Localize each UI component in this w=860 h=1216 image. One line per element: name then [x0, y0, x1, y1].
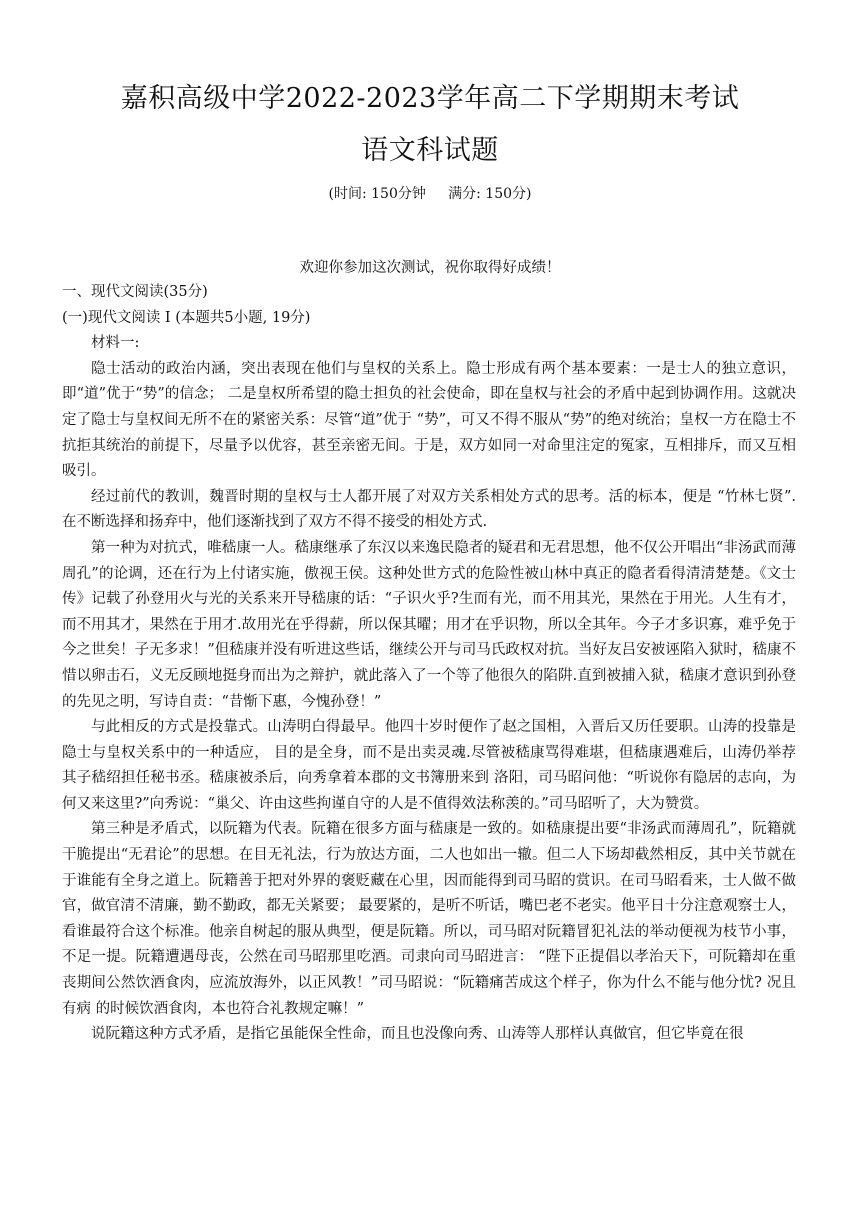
paragraph: 与此相反的方式是投靠式。山涛明白得最早。他四十岁时便作了赵之国相，入晋后又历任要职。山涛的投靠是隐士与皇权关系中的一种适应， 目的是全身，而不是出卖灵魂.尽管被嵇康骂得难堪，但嵇康遇难后，山涛仍举荐其子嵇绍担任秘书丞。嵇康被杀后，向秀拿着本郡的文书簿册来到 洛阳，司马昭问他：“听说你有隐居的志向，为何又来这里?”向秀说：“巢父、许由这些拘谨自守的人是不值得效法称羡的。”司马昭听了，大为赞赏。: [62, 719, 796, 812]
paragraph: 隐士活动的政治内涵，突出表现在他们与皇权的关系上。隐士形成有两个基本要素：一是士人的独立意识，即“道”优于“势”的信念； 二是皇权所希望的隐士担负的社会使命，即在皇权与社会的矛盾中起到协调作用。这就决定了隐士与皇权间无所不在的紧密关系：尽管“道”优于 “势”，可又不得不服从“势”的绝对统治；皇权一方在隐士不抗拒其统治的前提下，尽量予以优容，甚至亲密无间。于是，双方如同一对命里注定的冤家，互相排斥，而又互相吸引。: [62, 360, 796, 480]
exam-meta: (时间: 150分钟 满分: 150分): [328, 186, 532, 202]
paragraph: 第一种为对抗式，唯嵇康一人。嵇康继承了东汉以来逸民隐者的疑君和无君思想，他不仅公开唱出“非汤武而薄周孔”的论调，还在行为上付诸实施，傲视王侯。这种处世方式的危险性被山林中真正的隐者看得清清楚楚。《文士传》记载了孙登用火与光的关系来开导嵇康的话：“子识火乎?生而有光，而不用其光，果然在于用光。人生有才，而不用其才，果然在于用才.故用光在乎得薪，所以保其曜；用才在乎识物，所以全其年。今子才多识寡，难乎免于今之世矣！子无多求！”但嵇康并没有听进这些话，继续公开与司马氏政权对抗。当好友吕安被诬陷入狱时，嵇康不惜以卵击石，义无反顾地挺身而出为之辩护，就此落入了一个等了他很久的陷阱.直到被捕入狱，嵇康才意识到孙登的先见之明，写诗自责：“昔惭下惠，今愧孙登！”: [62, 539, 796, 710]
exam-body: [62, 280, 796, 1048]
exam-title: 嘉积高级中学2022-2023学年高二下学期期末考试: [120, 83, 740, 114]
section-heading: 一、现代文阅读(35分): [62, 284, 208, 300]
subsection-heading: (一)现代文阅读 Ⅰ (本题共5小题, 19分): [62, 309, 311, 326]
welcome-message: 欢迎你参加这次测试，祝你取得好成绩！: [299, 260, 561, 276]
paragraph: 说阮籍这种方式矛盾，是指它虽能保全性命，而且也没像向秀、山涛等人那样认真做官，但它毕竟在很: [91, 1026, 744, 1043]
paragraph: 第三种是矛盾式，以阮籍为代表。阮籍在很多方面与嵇康是一致的。如嵇康提出要“非汤武而薄周孔”，阮籍就干脆提出“无君论”的思想。在目无礼法，行为放达方面，二人也如出一辙。但二人下场却截然相反，其中关节就在于谁能有全身之道上。阮籍善于把对外界的褒贬藏在心里，因而能得到司马昭的赏识。在司马昭看来，士人做不做官，做官清不清廉，勤不勤政，都无关紧要； 最要紧的，是听不听话，嘴巴老不老实。他平日十分注意观察士人，看谁最符合这个标准。他亲自树起的服从典型，便是阮籍。所以，司马昭对阮籍冒犯礼法的举动便视为枝节小事，不足一提。阮籍遭遇母丧，公然在司马昭那里吃酒。司隶向司马昭进言： “陛下正提倡以孝治天下，可阮籍却在重丧期间公然饮酒食肉，应流放海外，以正风教！”司马昭说：“阮籍痛苦成这个样子，你为什么不能与他分忧? 况且有病 的时候饮酒食肉，本也符合礼教规定嘛！”: [62, 821, 796, 1017]
material-label: 材料一:: [91, 335, 140, 352]
paragraph: 经过前代的教训，魏晋时期的皇权与士人都开展了对双方关系相处方式的思考。活的标本，便是 “竹林七贤”.在不断选择和扬弃中，他们逐渐找到了双方不得不接受的相处方式.: [62, 488, 796, 531]
subject-title: 语文科试题: [361, 135, 499, 166]
